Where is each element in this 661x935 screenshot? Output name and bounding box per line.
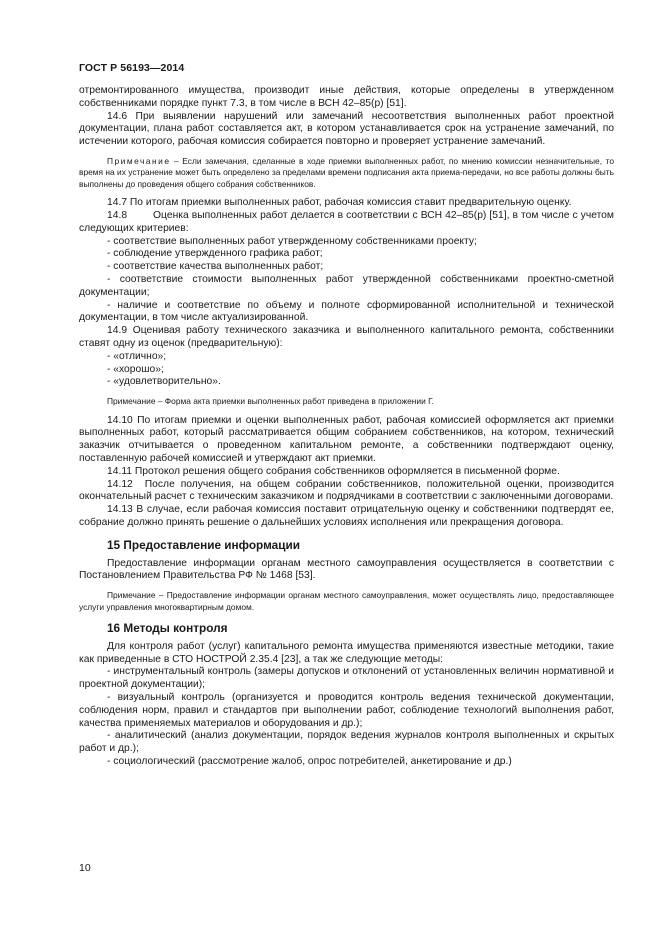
paragraph-16: Для контроля работ (услуг) капитального ремонта имущества применяются известные методики, такие как приведенные в СТО НОСТРОЙ 2.35.4 [23], а так же следующие методы: (79, 640, 614, 665)
note-text: – Если замечания, сделанные в ходе приемки выполненных работ, по мнению комиссии незначительные, то время на их устранение может быть определено за пределами времени подписания акта приема-передачи, но все работы должны быть выполнены до проведения общего собрания собственников. (79, 155, 614, 189)
paragraph-14-10: 14.10 По итогам приемки и оценки выполненных работ, рабочая комиссией оформляется акт приемки выполненных работ, который рассматривается общим собранием собственников, на котором, технический заказчик отчитывается о проведенном капитальном ремонте, а собственники подтверждают оценку, поставленную рабочей комиссией и утверждают акт приемки. (79, 414, 614, 464)
list-item: - соответствие стоимости выполненных работ утвержденной собственниками проектно-сметной документации; (79, 273, 614, 298)
note-label: Примечание (107, 396, 156, 407)
list-item: - соответствие выполненных работ утвержденному собственниками проекту; (107, 235, 477, 247)
paragraph-14-9: 14.9 Оценивая работу технического заказчика и выполненного капитального ремонта, собственники ставят одну из оценок (предварительную): (79, 325, 614, 349)
clause-text: Оценка выполненных работ делается в соответствии с ВСН 42–85(р) [51], в том числе с учетом следующих критериев: (79, 210, 614, 234)
paragraph-14-12 (79, 479, 614, 505)
paragraph-14-11: 14.11 Протокол решения общего собрания собственников оформляется в письменной форме. (107, 465, 560, 477)
clause-number: 14.8 (107, 210, 128, 221)
paragraph-14-7: 14.7 По итогам приемки выполненных работ, рабочая комиссия ставит предварительную оценку. (107, 197, 572, 209)
document-body (79, 85, 614, 769)
page-number: 10 (79, 862, 91, 874)
section-heading-16: 16 Методы контроля (107, 620, 228, 635)
paragraph-14-8 (79, 210, 614, 236)
paragraph-intro: отремонтированного имущества, производит иные действия, которые определены в утвержденном собственниками порядке пункт 7.3, в том числе в ВСН 42–85(р) [51]. (79, 85, 614, 109)
list-item: - визуальный контроль (организуется и проводится контроль ведения технической документации, соблюдения норм, правил и стандартов при выполнении работ, соблюдение технологий выполнения работ, качества применяемых материалов и оборудования и др.); (79, 691, 614, 729)
list-item: - соответствие качества выполненных работ; (107, 261, 324, 273)
note-text: – Форма акта приемки выполненных работ приведена в приложении Г. (155, 396, 434, 407)
paragraph-15: Предоставление информации органам местного самоуправления осуществляется в соответствии с Постановлением Правительства РФ № 1468 [53]. (79, 557, 614, 582)
paragraph-14-13: 14.13 В случае, если рабочая комиссия поставит отрицательную оценку и собственники подтвердят ее, собрание должно принять решение о дальнейших условиях исполнения или прекращения договора. (79, 504, 614, 528)
list-item: - аналитический (анализ документации, порядок ведения журналов контроля выполненных и скрытых работ и др.); (79, 730, 614, 755)
note-1 (79, 156, 614, 190)
note-label: Примечание (107, 590, 156, 601)
list-item: - «хорошо»; (107, 363, 164, 375)
clause-text: После получения, на общем собрании собственников, положительной оценки, производится окончательный расчет с техническим заказчиком и подрядчиками в соответствии с заключенными договорами. (79, 478, 614, 503)
note-label: Примечание (107, 155, 171, 166)
paragraph-14-6: 14.6 При выявлении нарушений или замечаний несоответствия выполненных работ проектной документации, плана работ составляется акт, в котором устанавливается срок на устранение замечаний, по истечении которого, рабочая комиссия собирается повторно и проверяет устранение замечаний. (79, 110, 614, 148)
list-item: - «удовлетворительно». (107, 376, 221, 388)
list-item: - соблюдение утвержденного графика работ; (107, 248, 323, 260)
list-item: - инструментальный контроль (замеры допусков и отклонений от установленных величин нормативной и проектной документации); (79, 666, 614, 691)
document-header: ГОСТ Р 56193—2014 (79, 62, 185, 74)
note-2 (79, 396, 614, 407)
section-heading-15: 15 Предоставление информации (107, 537, 300, 552)
clause-number: 14.12 (107, 478, 133, 490)
list-item: - наличие и соответствие по объему и полноте сформированной исполнительной и технической документации, в том числе актуализированной. (79, 299, 614, 324)
list-item: - социологический (рассмотрение жалоб, опрос потребителей, анкетирование и др.) (107, 755, 512, 767)
note-text: – Предоставление информации органам местного самоуправления, может осуществлять лицо, предоставляющее услуги управления многоквартирным домом. (79, 590, 614, 612)
list-item: - «отлично»; (107, 350, 167, 362)
note-3 (79, 590, 614, 613)
